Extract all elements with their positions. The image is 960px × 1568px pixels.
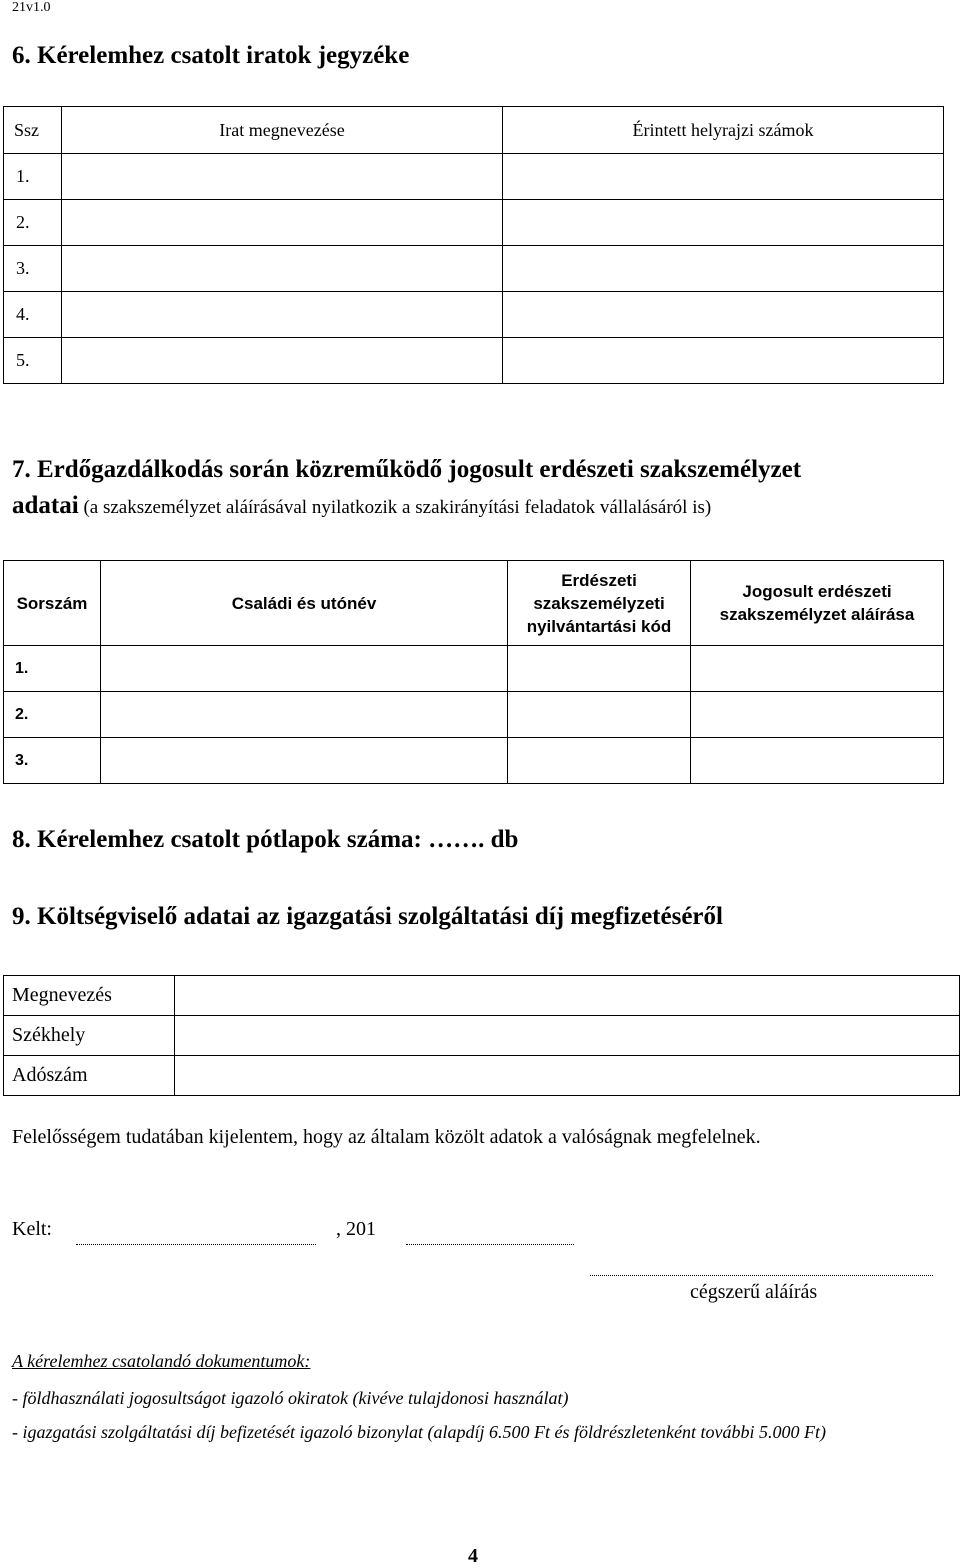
section-7-note: (a szakszemélyzet aláírásával nyilatkozik a szakirányítási feladatok vállalásáról is) (78, 497, 712, 518)
header-registry-code: Erdészeti szakszemélyzeti nyilvántartási kód (508, 561, 691, 646)
document-name-cell[interactable] (62, 338, 503, 384)
headquarters-field[interactable] (175, 1016, 960, 1056)
required-document-item: - földhasználati jogosultságot igazoló okiratok (kivéve tulajdonosi használat) (12, 1388, 569, 1408)
signature-cell[interactable] (691, 646, 944, 692)
tax-number-label: Adószám (4, 1056, 175, 1096)
table-row (4, 738, 944, 784)
section-6-title: 6. Kérelemhez csatolt iratok jegyzéke (12, 42, 410, 69)
table-row (4, 246, 944, 292)
row-number: 3. (4, 246, 62, 292)
page-number: 4 (468, 1545, 478, 1567)
table-row (4, 692, 944, 738)
parcel-numbers-cell[interactable] (503, 246, 944, 292)
section-7-title-line2 (12, 492, 711, 520)
registry-code-cell[interactable] (508, 738, 691, 784)
registry-code-cell[interactable] (508, 646, 691, 692)
section-7-title-bold: adatai (12, 492, 79, 519)
name-label: Megnevezés (4, 976, 175, 1016)
document-name-cell[interactable] (62, 154, 503, 200)
table-header-row (4, 107, 944, 154)
section-8-title: 8. Kérelemhez csatolt pótlapok száma: ……. db (12, 826, 519, 853)
year-prefix: , 201 (336, 1218, 376, 1240)
header-serial: Sorszám (4, 561, 101, 646)
table-row (4, 1016, 960, 1056)
date-input-line[interactable] (406, 1244, 574, 1245)
required-documents-title: A kérelemhez csatolandó dokumentumok: (12, 1351, 311, 1371)
header-parcel-numbers: Érintett helyrajzi számok (503, 107, 944, 154)
signature-cell[interactable] (691, 738, 944, 784)
signature-label: cégszerű aláírás (690, 1281, 818, 1303)
table-row (4, 154, 944, 200)
table-row (4, 292, 944, 338)
headquarters-label: Székhely (4, 1016, 175, 1056)
attached-documents-table (3, 106, 944, 384)
parcel-numbers-cell[interactable] (503, 338, 944, 384)
table-row (4, 338, 944, 384)
row-number: 2. (4, 200, 62, 246)
table-header-row (4, 561, 944, 646)
required-document-item: - igazgatási szolgáltatási díj befizetését igazoló bizonylat (alapdíj 6.500 Ft és földrészletenként további 5.000 Ft) (12, 1422, 826, 1442)
parcel-numbers-cell[interactable] (503, 200, 944, 246)
signature-cell[interactable] (691, 692, 944, 738)
row-number: 3. (4, 738, 101, 784)
full-name-cell[interactable] (101, 692, 508, 738)
header-signature: Jogosult erdészeti szakszemélyzet aláírása (691, 561, 944, 646)
document-name-cell[interactable] (62, 246, 503, 292)
row-number: 4. (4, 292, 62, 338)
table-row (4, 646, 944, 692)
kelt-label: Kelt: (12, 1218, 52, 1240)
forestry-staff-table (3, 560, 944, 784)
parcel-numbers-cell[interactable] (503, 154, 944, 200)
row-number: 1. (4, 646, 101, 692)
cost-bearer-table (3, 975, 960, 1096)
row-number: 2. (4, 692, 101, 738)
header-document-name: Irat megnevezése (62, 107, 503, 154)
name-field[interactable] (175, 976, 960, 1016)
signature-line[interactable] (590, 1275, 933, 1276)
header-ssz: Ssz (4, 107, 62, 154)
version-label: 21v1.0 (12, 0, 51, 15)
registry-code-cell[interactable] (508, 692, 691, 738)
header-full-name: Családi és utónév (101, 561, 508, 646)
declaration-text: Felelősségem tudatában kijelentem, hogy az általam közölt adatok a valóságnak megfelelnek. (12, 1126, 761, 1148)
section-7-title: 7. Erdőgazdálkodás során közreműködő jogosult erdészeti szakszemélyzet (12, 456, 802, 483)
parcel-numbers-cell[interactable] (503, 292, 944, 338)
row-number: 5. (4, 338, 62, 384)
table-row (4, 200, 944, 246)
full-name-cell[interactable] (101, 738, 508, 784)
full-name-cell[interactable] (101, 646, 508, 692)
section-9-title: 9. Költségviselő adatai az igazgatási szolgáltatási díj megfizetéséről (12, 903, 723, 930)
table-row (4, 1056, 960, 1096)
row-number: 1. (4, 154, 62, 200)
table-row (4, 976, 960, 1016)
document-name-cell[interactable] (62, 200, 503, 246)
place-input-line[interactable] (76, 1244, 316, 1245)
tax-number-field[interactable] (175, 1056, 960, 1096)
document-name-cell[interactable] (62, 292, 503, 338)
